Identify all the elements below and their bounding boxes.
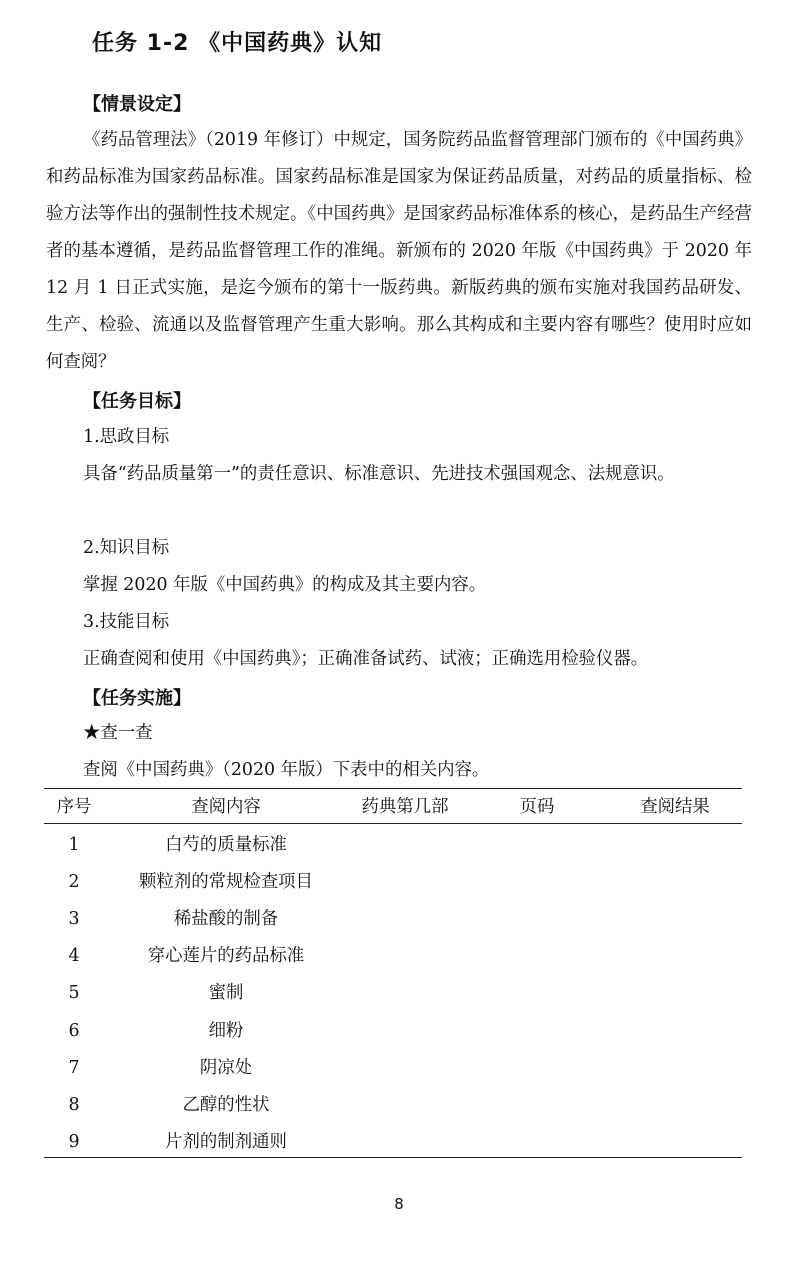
objective-label-2: 2.知识目标 [83, 538, 170, 558]
lookup-subheading: ★查一查 [83, 723, 153, 743]
table-cell: 颗粒剂的常规检查项目 [139, 872, 313, 893]
table-cell: 5 [68, 983, 80, 1004]
table-header-cell: 药典第几部 [361, 797, 449, 817]
page-title: 任务 1-2 《中国药典》认知 [92, 31, 383, 56]
table-cell: 4 [68, 946, 80, 967]
table-cell: 2 [68, 872, 80, 893]
table-cell: 片剂的制剂通则 [165, 1131, 287, 1152]
table-header-cell: 序号 [56, 797, 92, 817]
objective-text-2: 掌握 2020 年版《中国药典》的构成及其主要内容。 [83, 575, 487, 595]
table-header-rule [44, 823, 742, 824]
scenario-paragraph: 《药品管理法》（2019 年修订）中规定，国务院药品监督管理部门颁布的《中国药典》和药品标准为国家药品标准。国家药品标准是国家为保证药品质量，对药品的质量指标、检验方法等作出的强制性技术规定。《中国药典》是国家药品标准体系的核心，是药品生产经营者的基本遵循，是药品监督管理工作的准绳。新颁布的 2020 年版《中国药典》于 2020 年 12 月 1 日正式实施，是迄今颁布的第十一版药典。新版药典的颁布实施对我国药品研发、生产、检验、流通以及监督管理产生重大影响。那么其构成和主要内容有哪些？使用时应如何查阅？ [46, 130, 752, 372]
objectives-heading: 【任务目标】 [83, 391, 191, 412]
objective-label-1: 1.思政目标 [83, 427, 170, 447]
table-cell: 1 [68, 835, 80, 855]
implementation-heading: 【任务实施】 [83, 688, 191, 709]
table-cell: 乙醇的性状 [182, 1094, 270, 1115]
table-header-cell: 页码 [519, 797, 555, 817]
table-header-cell: 查阅结果 [640, 797, 710, 817]
table-cell: 稀盐酸的制备 [173, 909, 279, 930]
table-bottom-rule [44, 1157, 742, 1158]
table-cell: 6 [68, 1020, 80, 1041]
page-number: 8 [394, 1195, 404, 1213]
table-cell: 白芍的质量标准 [165, 835, 287, 855]
table-cell: 阴凉处 [199, 1057, 253, 1078]
table-cell: 9 [68, 1131, 80, 1152]
table-cell: 3 [68, 909, 80, 930]
table-cell: 蜜制 [208, 983, 244, 1004]
objective-label-3: 3.技能目标 [83, 612, 170, 632]
objective-text-3: 正确查阅和使用《中国药典》；正确准备试药、试液；正确选用检验仪器。 [83, 649, 649, 669]
table-cell: 细粉 [208, 1020, 244, 1041]
table-cell: 7 [68, 1057, 80, 1078]
table-header-cell: 查阅内容 [191, 797, 261, 817]
scenario-heading: 【情景设定】 [83, 94, 191, 115]
table-cell: 穿心莲片的药品标准 [147, 946, 305, 967]
table-cell: 8 [68, 1094, 80, 1115]
objective-text-1: 具备“药品质量第一”的责任意识、标准意识、先进技术强国观念、法规意识。 [83, 464, 675, 484]
lookup-intro: 查阅《中国药典》（2020 年版）下表中的相关内容。 [83, 760, 490, 780]
